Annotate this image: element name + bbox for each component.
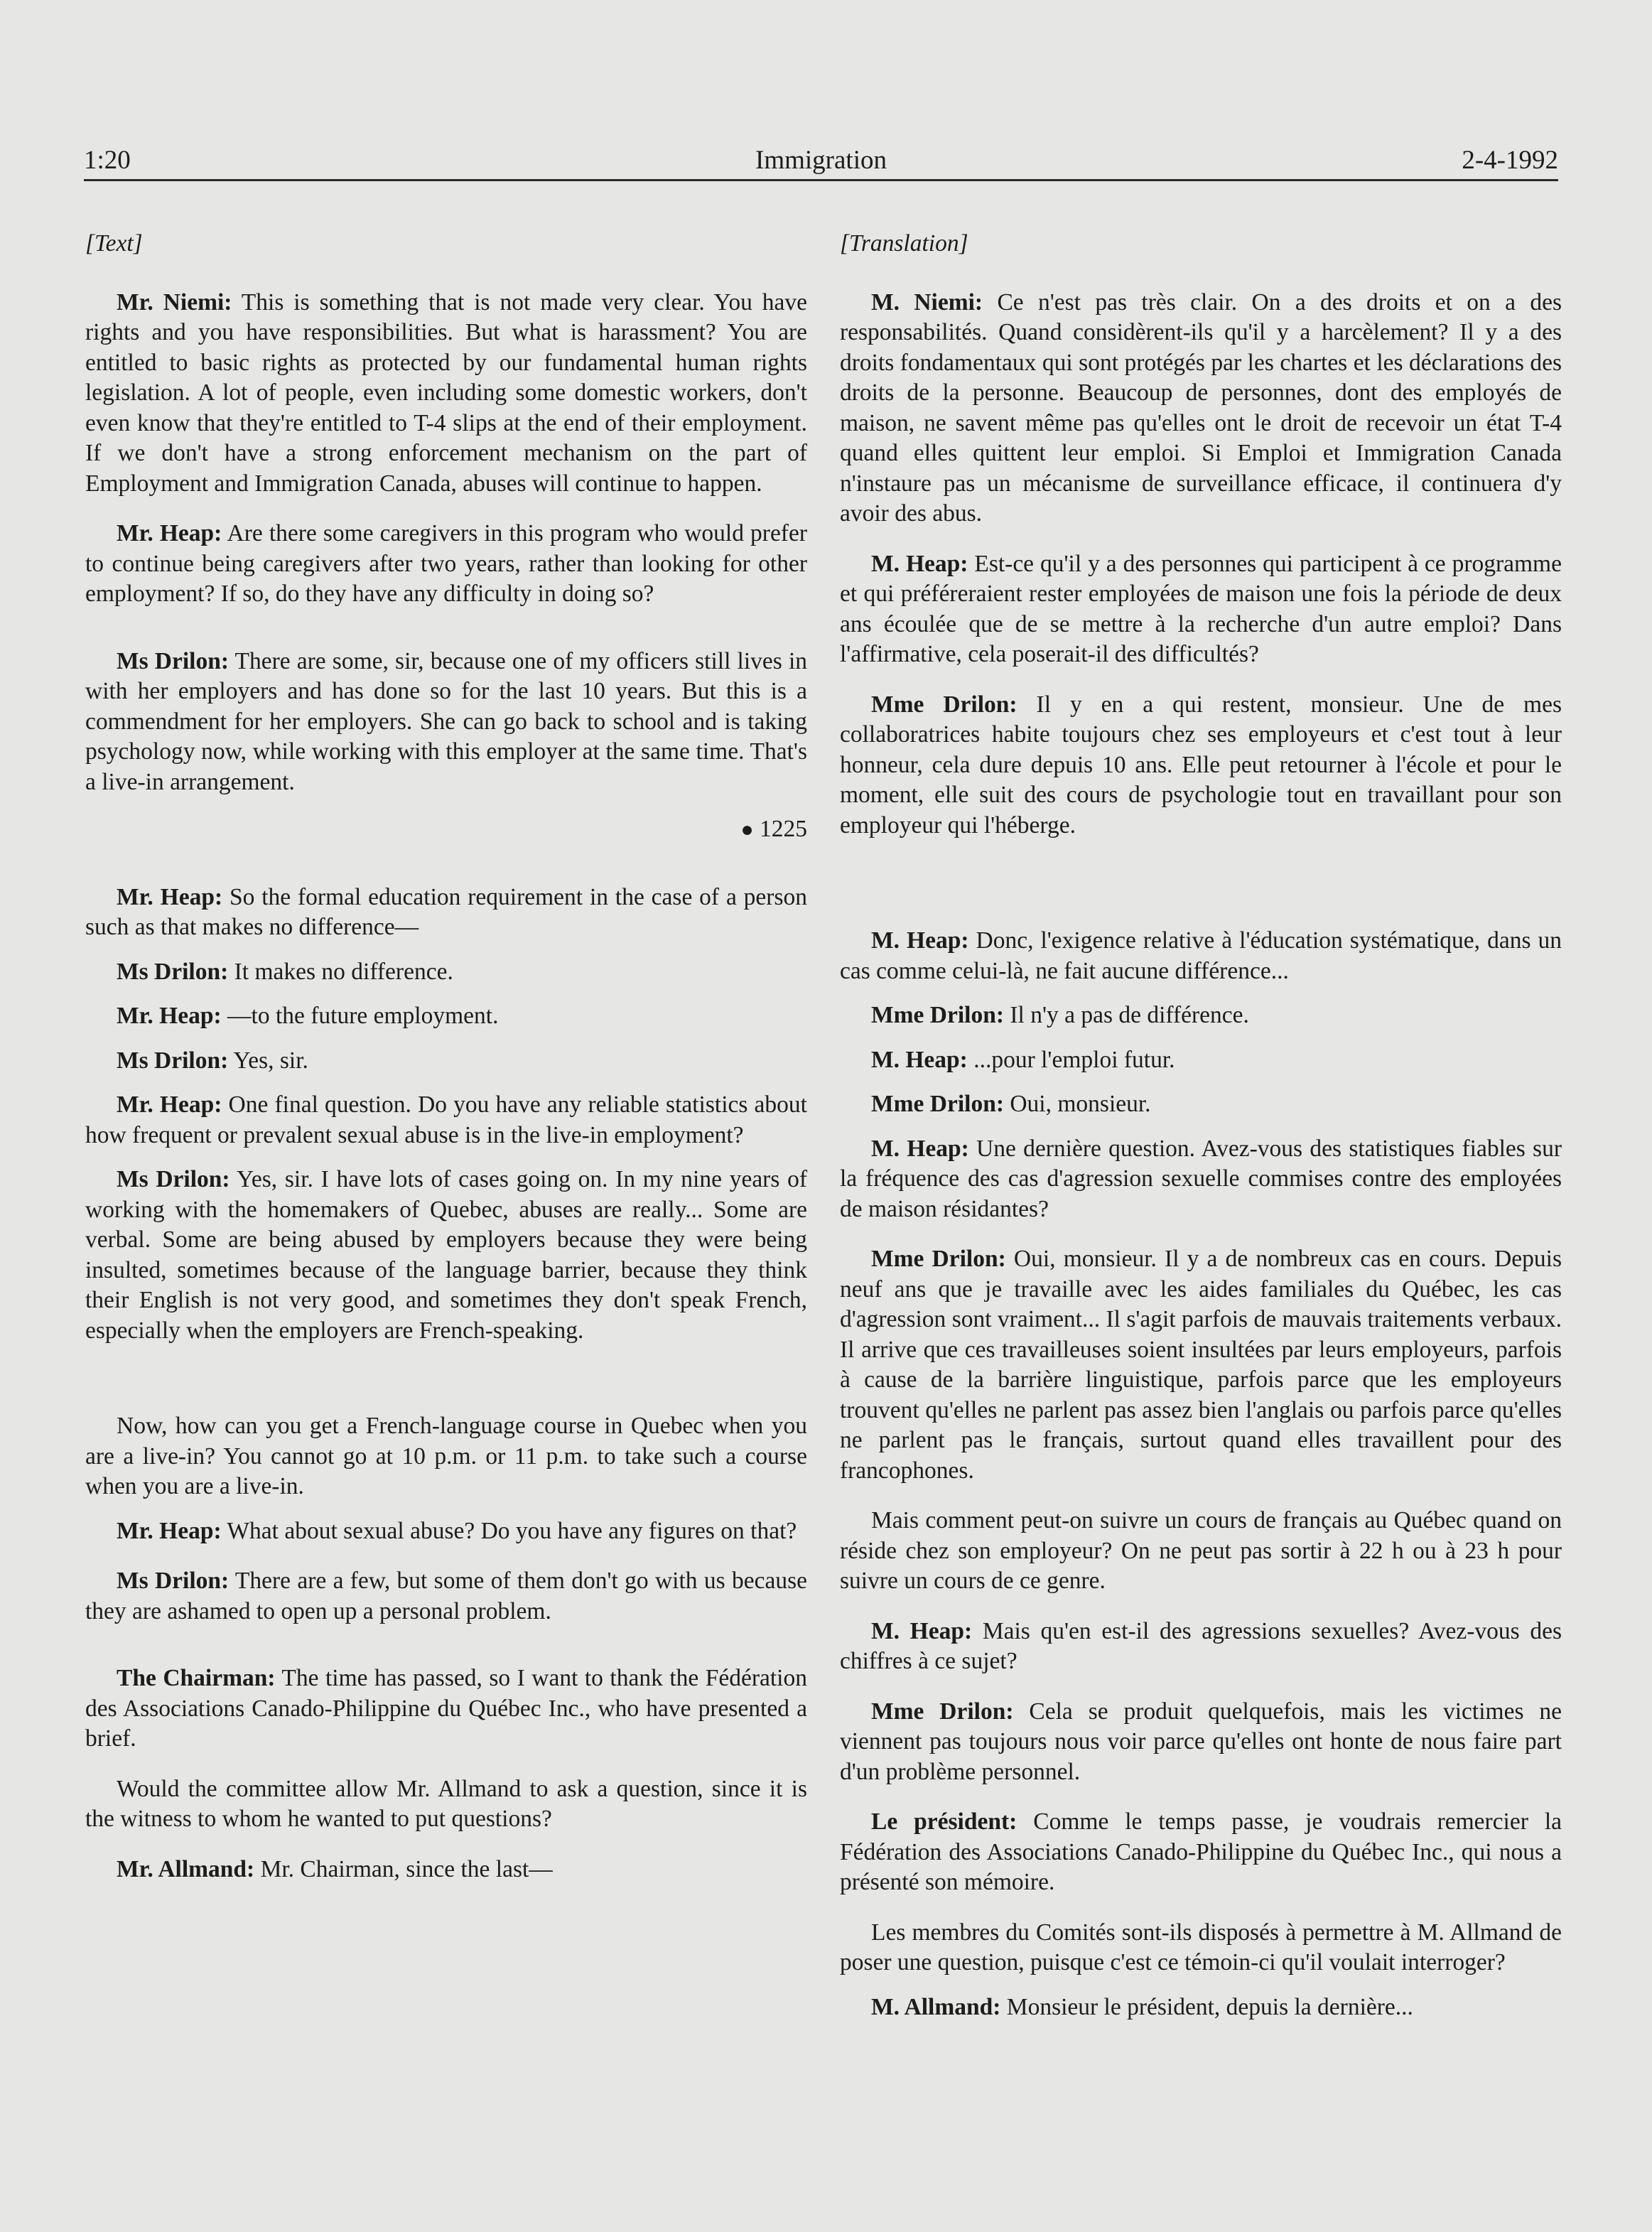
page-number: 1:20: [84, 146, 131, 175]
speech-text: Yes, sir.: [228, 1047, 308, 1074]
speech-text: Est-ce qu'il y a des personnes qui participent à ce programme et qui préféreraient rester employées de maison une fois la période de deux ans écoulée que de se mettre à la recherche d'un autre emploi? Dans l'affirmative, cela poserait-il des difficultés?: [840, 550, 1562, 667]
paragraph: [840, 1045, 1562, 1076]
speaker-name: M. Heap:: [871, 927, 969, 954]
speaker-name: Mr. Niemi:: [117, 289, 232, 316]
speaker-name: M. Heap:: [871, 550, 968, 577]
paragraph: [840, 926, 1562, 986]
speaker-name: Ms Drilon:: [117, 1568, 230, 1594]
paragraph: [840, 1506, 1562, 1597]
paragraph: [85, 1516, 807, 1547]
speaker-name: Mr. Heap:: [117, 1003, 222, 1029]
paragraph: [840, 1993, 1562, 2023]
speaker-name: The Chairman:: [117, 1665, 276, 1691]
paragraph: [85, 1090, 807, 1150]
paragraph: [85, 1001, 807, 1032]
paragraph: [85, 1411, 807, 1502]
speech-text: Il y en a qui restent, monsieur. Une de mes collaboratrices habite toujours chez ses employeurs et c'est tout à leur honneur, cela dure depuis 10 ans. Elle peut retourner à l'école et pour le moment, elle suit des cours de psychologie tout en travaillant pour son employeur qui l'héberge.: [840, 691, 1562, 839]
speaker-name: Ms Drilon:: [117, 1047, 229, 1074]
speech-text: Cela se produit quelquefois, mais les victimes ne viennent pas toujours nous voir parce qu'elles ont honte de nous faire part d'un problème personnel.: [840, 1698, 1562, 1785]
paragraph: [85, 1165, 807, 1346]
paragraph: [840, 1244, 1562, 1486]
paragraph: [85, 519, 807, 610]
speech-text: ...pour l'emploi futur.: [967, 1046, 1175, 1073]
speech-text: Oui, monsieur. Il y a de nombreux cas en cours. Depuis neuf ans que je travaille avec les aides familiales du Québec, les cas d'agression sont vraiment... Il s'agit parfois de mauvais traitements verbaux. Il arrive que ces travailleuses soient insultées par leurs employeurs, parfois à cause de la barrière linguistique, parfois parce que les employeurs trouvent qu'elles ne parlent pas assez bien l'anglais ou parfois parce qu'elles ne parlent pas le français, surtout quand elles travaillent pour des francophones.: [840, 1246, 1562, 1484]
speaker-name: Mr. Heap:: [117, 883, 223, 910]
speaker-name: Mr. Allmand:: [117, 1855, 255, 1882]
paragraph: [840, 690, 1562, 841]
speech-text: The time has passed, so I want to thank the Fédération des Associations Canado-Philippine du Québec Inc., who have presented a brief.: [85, 1665, 807, 1752]
paragraph: [85, 883, 807, 943]
speech-text: Monsieur le président, depuis la dernière...: [1000, 1993, 1413, 2020]
speaker-name: Mr. Heap:: [117, 520, 222, 546]
speaker-name: Mme Drilon:: [871, 1246, 1006, 1272]
column-label: [Text]: [85, 230, 143, 257]
speech-text: Oui, monsieur.: [1003, 1091, 1151, 1117]
speaker-name: M. Heap:: [871, 1135, 969, 1162]
speech-text: Now, how can you get a French-language course in Quebec when you are a live-in? You cannot go at 10 p.m. or 11 p.m. to take such a course when you are a live-in.: [85, 1413, 807, 1499]
speaker-name: Mr. Heap:: [117, 1091, 222, 1118]
paragraph: [840, 1089, 1562, 1120]
time-marker: [85, 814, 807, 846]
time-marker-text: 1225: [760, 816, 807, 842]
speech-text: One final question. Do you have any reliable statistics about how frequent or prevalent sexual abuse is in the live-in employment?: [85, 1091, 807, 1148]
speaker-name: Mme Drilon:: [871, 1002, 1004, 1028]
paragraph: [840, 288, 1562, 529]
paragraph: [840, 549, 1562, 670]
speech-text: Would the committee allow Mr. Allmand to ask a question, since it is the witness to whom he wanted to put questions?: [85, 1775, 807, 1832]
page-title: Immigration: [755, 146, 887, 175]
paragraph: [85, 957, 807, 988]
paragraph: [840, 1918, 1562, 1978]
speech-text: This is something that is not made very clear. You have rights and you have responsibilities. But what is harassment? You are entitled to basic rights as protected by our fundamental human rights legislation. A lot of people, even including some domestic workers, don't even know that they're entitled to T-4 slips at the end of their employment. If we don't have a strong enforcement mechanism on the part of Employment and Immigration Canada, abuses will continue to happen.: [85, 289, 807, 497]
paragraph: [85, 1855, 807, 1885]
paragraph: [85, 1774, 807, 1835]
speaker-name: Mr. Heap:: [117, 1517, 222, 1544]
speech-text: It makes no difference.: [228, 958, 453, 985]
page-header: [84, 139, 1558, 181]
paragraph: [85, 288, 807, 500]
speech-text: Yes, sir. I have lots of cases going on. In my nine years of working with the homemakers of Quebec, abuses are really... Some are verbal. Some are being abused by employers because they were being insulted, sometimes because of the language barrier, because they think their English is not very good, and sometimes they don't speak French, especially when the employers are French-speaking.: [85, 1166, 807, 1344]
speech-text: Les membres du Comités sont-ils disposés à permettre à M. Allmand de poser une question, puisque c'est ce témoin-ci qu'il voulait interroger?: [840, 1919, 1562, 1975]
speech-text: Donc, l'exigence relative à l'éducation systématique, dans un cas comme celui-là, ne fait aucune différence...: [840, 927, 1562, 984]
speaker-name: M. Heap:: [871, 1046, 968, 1073]
speech-text: Il n'y a pas de différence.: [1003, 1002, 1249, 1028]
speech-text: Mais qu'en est-il des agressions sexuelles? Avez-vous des chiffres à ce sujet?: [840, 1617, 1562, 1674]
speech-text: —to the future employment.: [221, 1003, 499, 1029]
speaker-name: Ms Drilon:: [117, 647, 230, 674]
speech-text: There are a few, but some of them don't go with us because they are ashamed to open up a personal problem.: [85, 1568, 807, 1624]
speaker-name: M. Niemi:: [871, 289, 983, 316]
speaker-name: Mme Drilon:: [871, 1698, 1014, 1725]
speaker-name: Mme Drilon:: [871, 1091, 1004, 1117]
speaker-name: M. Allmand:: [871, 1993, 1001, 2020]
speaker-name: Ms Drilon:: [117, 1166, 230, 1192]
bullet-icon: ●: [740, 818, 754, 841]
speech-text: There are some, sir, because one of my officers still lives in with her employers and has done so for the last 10 years. But this is a commendment for her employers. She can go back to school and is taking psychology now, while working with this employer at the same time. That's a live-in arrangement.: [85, 647, 808, 795]
paragraph: [85, 1046, 807, 1077]
speech-text: Mais comment peut-on suivre un cours de français au Québec quand on réside chez son employeur? On ne peut pas sortir à 22 h ou à 23 h pour suivre un cours de ce genre.: [840, 1507, 1562, 1594]
paragraph: [840, 1807, 1562, 1898]
paragraph: [85, 647, 807, 798]
paragraph: [85, 1566, 807, 1627]
speech-text: Are there some caregivers in this program who would prefer to continue being caregivers after two years, rather than looking for other employment? If so, do they have any difficulty in doing so?: [85, 520, 807, 607]
english-column: [85, 229, 807, 1885]
speaker-name: Le président:: [871, 1808, 1017, 1835]
speech-text: Une dernière question. Avez-vous des statistiques fiables sur la fréquence des cas d'agression sexuelle commises contre des employées de maison résidantes?: [840, 1135, 1562, 1222]
paragraph: [840, 1697, 1562, 1788]
page-date: 2-4-1992: [1462, 146, 1558, 175]
paragraph: [840, 1001, 1562, 1031]
speaker-name: Mme Drilon:: [871, 691, 1017, 718]
speech-text: Ce n'est pas très clair. On a des droits et on a des responsabilités. Quand considèrent-ils qu'il y a harcèlement? Il y a des droits fondamentaux qui sont protégés par les chartes et les déclarations des droits de la personne. Beaucoup de personnes, dont des employés de maison, ne savent même pas qu'elles ont le droit de recevoir un état T-4 quand elles quittent leur emploi. Si Emploi et Immigration Canada n'instaure pas un mécanisme de surveillance efficace, il continuera d'y avoir des abus.: [840, 289, 1562, 527]
paragraph: [840, 1617, 1562, 1677]
speech-text: So the formal education requirement in the case of a person such as that makes no difference—: [85, 883, 807, 940]
french-column: [840, 229, 1562, 2022]
speech-text: What about sexual abuse? Do you have any figures on that?: [221, 1517, 797, 1544]
speech-text: Comme le temps passe, je voudrais remercier la Fédération des Associations Canado-Philippine du Québec Inc., qui nous a présenté son mémoire.: [840, 1808, 1562, 1895]
paragraph: [840, 1134, 1562, 1225]
speaker-name: Ms Drilon:: [117, 958, 229, 985]
speaker-name: M. Heap:: [871, 1617, 973, 1644]
speech-text: Mr. Chairman, since the last—: [254, 1855, 553, 1882]
column-label: [Translation]: [840, 230, 968, 257]
paragraph: [85, 1664, 807, 1754]
